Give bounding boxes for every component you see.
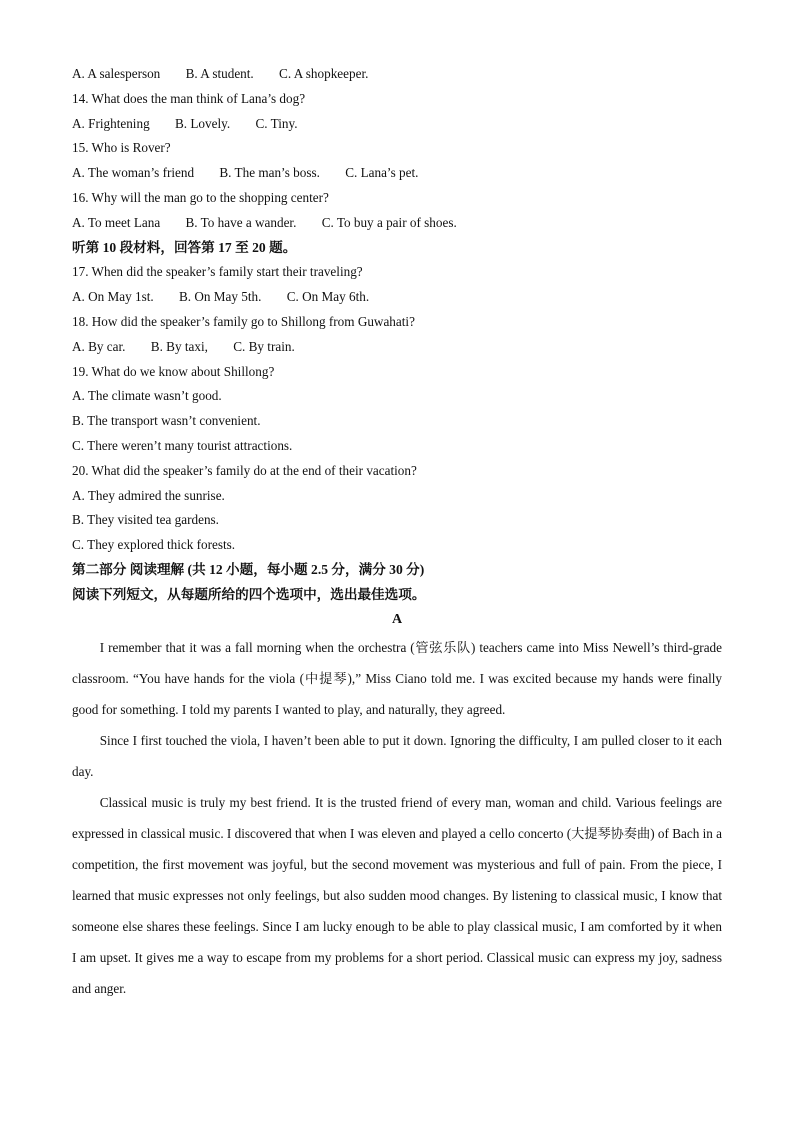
q18-option-a[interactable]: A. By car. [72, 338, 126, 354]
q17-options [72, 285, 722, 310]
q18-option-b[interactable]: B. By taxi, [150, 338, 208, 354]
passage-paragraph-2: Since I first touched the viola, I haven’t been able to put it down. Ignoring the difficulty, I am pulled closer to it each day. [72, 732, 722, 779]
q17-question: 17. When did the speaker’s family start their traveling? [72, 264, 363, 280]
q15-option-b[interactable]: B. The man’s boss. [219, 165, 320, 181]
q14-option-a[interactable]: A. Frightening [72, 115, 150, 131]
q16-options [72, 211, 722, 236]
q15-option-c[interactable]: C. Lana’s pet. [345, 165, 419, 181]
q14-question: 14. What does the man think of Lana’s dog? [72, 90, 306, 106]
q17-option-c[interactable]: C. On May 6th. [286, 289, 370, 305]
q14-option-b[interactable]: B. Lovely. [174, 115, 231, 131]
q16-option-c[interactable]: C. To buy a pair of shoes. [321, 214, 457, 230]
q18-question: 18. How did the speaker’s family go to Shillong from Guwahati? [72, 313, 415, 329]
passage-a-heading: A [391, 611, 403, 627]
q17-option-b[interactable]: B. On May 5th. [179, 289, 262, 305]
q18-options [72, 335, 722, 360]
q20-option-c[interactable]: C. They explored thick forests. [72, 537, 236, 553]
q15-option-a[interactable]: A. The woman’s friend [72, 165, 195, 181]
instruction-material-10: 听第 10 段材料，回答第 17 至 20 题。 [72, 239, 297, 255]
q16-option-a[interactable]: A. To meet Lana [72, 214, 161, 230]
q19-question: 19. What do we know about Shillong? [72, 363, 275, 379]
part2-title: 第二部分 阅读理解 (共 12 小题，每小题 2.5 分，满分 30 分) [72, 561, 425, 577]
q19-option-a[interactable]: A. The climate wasn’t good. [72, 388, 222, 404]
q13-option-c[interactable]: C. A shopkeeper. [279, 66, 369, 81]
passage-paragraph-3: Classical music is truly my best friend. It is the trusted friend of every man, woman and child. Various feelings are expressed in classical music. I discovered that when I was eleven and played a cello concerto (大提琴协奏曲) of Bach in a competition, the first movement was joyful, but the second movement was mysterious and full of pain. From the piece, I learned that music expresses not only feelings, but also sudden mood changes. By listening to classical music, I know that someone else shares these feelings. Since I am lucky enough to be able to play classical music, I am comforted by it when I am upset. It gives me a way to escape from my problems for a short period. Classical music can express my joy, sadness and anger. [72, 794, 722, 996]
q13-option-b[interactable]: B. A student. [185, 66, 254, 81]
q14-options [72, 112, 722, 137]
q19-option-c[interactable]: C. There weren’t many tourist attractions. [72, 437, 293, 453]
part2-instruction: 阅读下列短文，从每题所给的四个选项中，选出最佳选项。 [72, 586, 426, 602]
q18-option-c[interactable]: C. By train. [233, 338, 295, 354]
q15-options [72, 161, 722, 186]
q20-option-a[interactable]: A. They admired the sunrise. [72, 487, 225, 503]
q16-question: 16. Why will the man go to the shopping center? [72, 189, 329, 205]
q13-option-a[interactable]: A. A salesperson [72, 66, 161, 81]
q20-option-b[interactable]: B. They visited tea gardens. [72, 512, 219, 528]
q13-options [72, 62, 722, 87]
q15-question: 15. Who is Rover? [72, 140, 171, 156]
exam-page [72, 62, 722, 1004]
q17-option-a[interactable]: A. On May 1st. [72, 289, 154, 305]
passage-paragraph-1: I remember that it was a fall morning when the orchestra (管弦乐队) teachers came into Miss Newell’s third-grade classroom. “You have hands for the viola (中提琴),” Miss Ciano told me. I was excited because my hands were finally good for something. I told my parents I wanted to play, and naturally, they agreed. [72, 639, 722, 717]
q20-question: 20. What did the speaker’s family do at the end of their vacation? [72, 462, 417, 478]
q19-option-b[interactable]: B. The transport wasn’t convenient. [72, 413, 261, 429]
q14-option-c[interactable]: C. Tiny. [255, 115, 298, 131]
q16-option-b[interactable]: B. To have a wander. [185, 214, 297, 230]
